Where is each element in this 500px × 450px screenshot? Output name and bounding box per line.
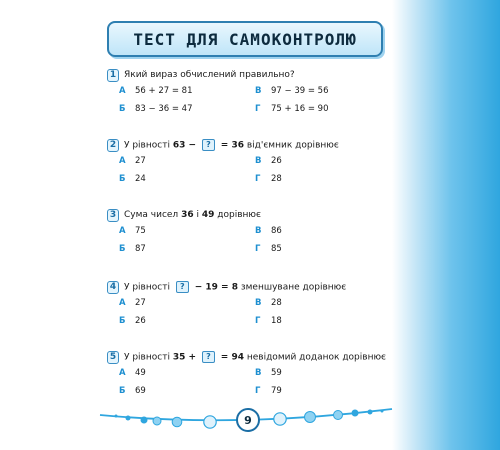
option-text: 75 + 16 = 90 <box>271 104 329 114</box>
page-number: 9 <box>236 408 260 432</box>
question-number-badge: 3 <box>107 209 119 222</box>
option-letter: А <box>119 156 126 166</box>
question-text: У рівності 35 + ? = 94 невідомий доданок дорівнює <box>124 352 386 363</box>
option-letter: А <box>119 86 126 96</box>
option-text: 87 <box>135 244 146 254</box>
question-text: Сума чисел 36 і 49 дорівнює <box>124 210 261 220</box>
option-letter: В <box>255 156 262 166</box>
question-number-badge: 2 <box>107 139 119 152</box>
option-letter: Г <box>255 316 261 326</box>
option-letter: Б <box>119 244 126 254</box>
option-letter: В <box>255 298 262 308</box>
bead-dot <box>352 410 359 417</box>
option-letter: В <box>255 226 262 236</box>
option-letter: Г <box>255 244 261 254</box>
option-text: 28 <box>271 174 282 184</box>
option-letter: Б <box>119 174 126 184</box>
bead-dot <box>204 416 216 428</box>
option-text: 83 − 36 = 47 <box>135 104 193 114</box>
option-text: 24 <box>135 174 146 184</box>
option-letter: Г <box>255 174 261 184</box>
option-text: 69 <box>135 386 146 396</box>
question-text: У рівності ? − 19 = 8 зменшуване дорівнює <box>124 282 347 293</box>
question-text: У рівності 63 − ? = 36 від'ємник дорівнює <box>124 140 339 151</box>
option-text: 27 <box>135 156 146 166</box>
option-letter: А <box>119 368 126 378</box>
question-number-badge: 4 <box>107 281 119 294</box>
question-number-badge: 1 <box>107 69 119 82</box>
bead-dot <box>126 416 131 421</box>
bead-dot <box>381 410 384 413</box>
option-letter: В <box>255 86 262 96</box>
option-text: 49 <box>135 368 146 378</box>
option-letter: В <box>255 368 262 378</box>
unknown-placeholder-box: ? <box>202 139 215 151</box>
question-text: Який вираз обчислений правильно? <box>124 70 295 80</box>
option-text: 56 + 27 = 81 <box>135 86 193 96</box>
option-letter: Б <box>119 104 126 114</box>
option-text: 97 − 39 = 56 <box>271 86 329 96</box>
bead-dot <box>368 410 373 415</box>
option-letter: Б <box>119 386 126 396</box>
option-text: 27 <box>135 298 146 308</box>
bead-dot <box>274 413 286 425</box>
unknown-placeholder-box: ? <box>202 351 215 363</box>
option-letter: Б <box>119 316 126 326</box>
bead-dot <box>305 412 316 423</box>
option-text: 59 <box>271 368 282 378</box>
unknown-placeholder-box: ? <box>176 281 189 293</box>
option-letter: Г <box>255 104 261 114</box>
option-text: 86 <box>271 226 282 236</box>
bead-dot <box>172 417 182 427</box>
option-letter: Г <box>255 386 261 396</box>
page-title: ТЕСТ ДЛЯ САМОКОНТРОЛЮ <box>133 29 357 49</box>
option-text: 79 <box>271 386 282 396</box>
option-letter: А <box>119 298 126 308</box>
option-text: 18 <box>271 316 282 326</box>
option-text: 75 <box>135 226 146 236</box>
bead-dot <box>334 411 343 420</box>
option-letter: А <box>119 226 126 236</box>
question-number-badge: 5 <box>107 351 119 364</box>
bead-dot <box>153 417 161 425</box>
option-text: 28 <box>271 298 282 308</box>
bead-dot <box>141 417 148 424</box>
option-text: 85 <box>271 244 282 254</box>
option-text: 26 <box>271 156 282 166</box>
option-text: 26 <box>135 316 146 326</box>
bead-dot <box>115 415 118 418</box>
